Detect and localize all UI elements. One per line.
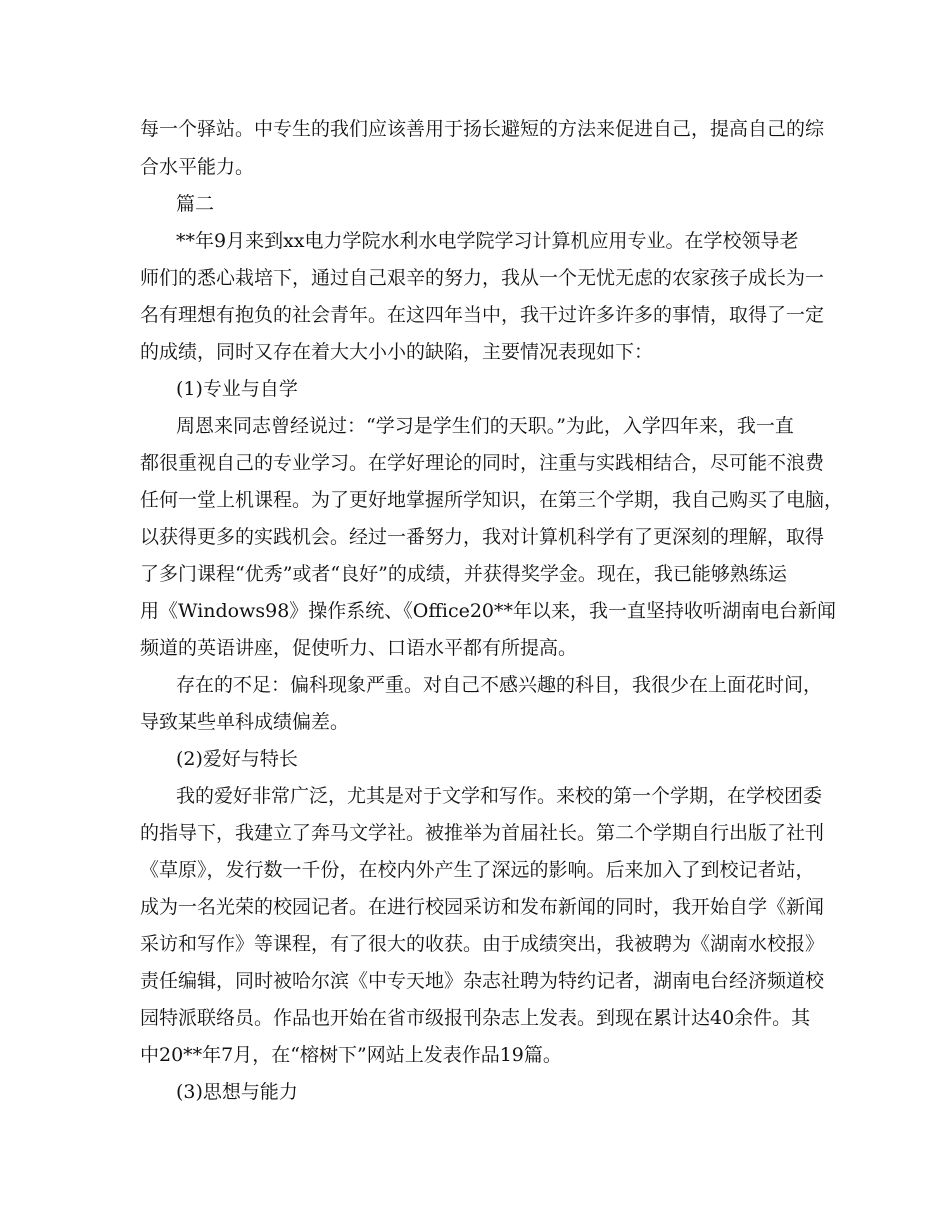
text-line: 采访和写作》等课程，有了很大的收获。由于成绩突出，我被聘为《湖南水校报》 [140, 933, 825, 955]
text-line: **年9月来到xx电力学院水利水电学院学习计算机应用专业。在学校领导老 [176, 230, 799, 252]
text-line: 导致某些单科成绩偏差。 [140, 711, 350, 733]
text-line: 《草原》，发行数一千份，在校内外产生了深远的影响。后来加入了到校记者站， [140, 859, 815, 881]
text-line: 名有理想有抱负的社会青年。在这四年当中，我干过许多许多的事情，取得了一定 [140, 304, 825, 326]
text-line: 频道的英语讲座，促使听力、口语水平都有所提高。 [140, 637, 578, 659]
text-line: 中20**年7月，在“榕树下”网站上发表作品19篇。 [140, 1044, 562, 1066]
text-line: 的成绩，同时又存在着大大小小的缺陷，主要情况表现如下： [140, 341, 654, 363]
text-line: 任何一堂上机课程。为了更好地掌握所学知识，在第三个学期，我自己购买了电脑， [140, 489, 844, 511]
text-line: 的指导下，我建立了奔马文学社。被推举为首届社长。第二个学期自行出版了社刊 [140, 822, 825, 844]
text-line: 存在的不足：偏科现象严重。对自己不感兴趣的科目，我很少在上面花时间， [176, 674, 823, 696]
text-line: 我的爱好非常广泛，尤其是对于文学和写作。来校的第一个学期，在学校团委 [176, 785, 823, 807]
section-heading: 篇二 [176, 193, 215, 215]
text-line: 了多门课程“优秀”或者“良好”的成绩，并获得奖学金。现在，我已能够熟练运 [140, 563, 787, 585]
subsection-heading: (2)爱好与特长 [176, 748, 298, 770]
text-line: 责任编辑，同时被哈尔滨《中专天地》杂志社聘为特约记者，湖南电台经济频道校 [140, 970, 825, 992]
subsection-heading: (1)专业与自学 [176, 378, 298, 400]
text-line: 园特派联络员。作品也开始在省市级报刊杂志上发表。到现在累计达40余件。其 [140, 1007, 811, 1029]
text-line: 成为一名光荣的校园记者。在进行校园采访和发布新闻的同时，我开始自学《新闻 [140, 896, 825, 918]
text-line: 以获得更多的实践机会。经过一番努力，我对计算机科学有了更深刻的理解，取得 [140, 526, 825, 548]
text-line: 都很重视自己的专业学习。在学好理论的同时，注重与实践相结合，尽可能不浪费 [140, 452, 825, 474]
text-line: 每一个驿站。中专生的我们应该善用于扬长避短的方法来促进自己，提高自己的综 [140, 118, 825, 140]
text-line: 合水平能力。 [140, 156, 255, 178]
text-line: 师们的悉心栽培下，通过自己艰辛的努力，我从一个无忧无虑的农家孩子成长为一 [140, 267, 825, 289]
text-line: 周恩来同志曾经说过：“学习是学生们的天职。”为此，入学四年来，我一直 [176, 415, 794, 437]
subsection-heading: (3)思想与能力 [176, 1081, 298, 1103]
text-line: 用《Windows98》操作系统、《Office20**年以来，我一直坚持收听湖南电台新闻 [140, 600, 837, 622]
